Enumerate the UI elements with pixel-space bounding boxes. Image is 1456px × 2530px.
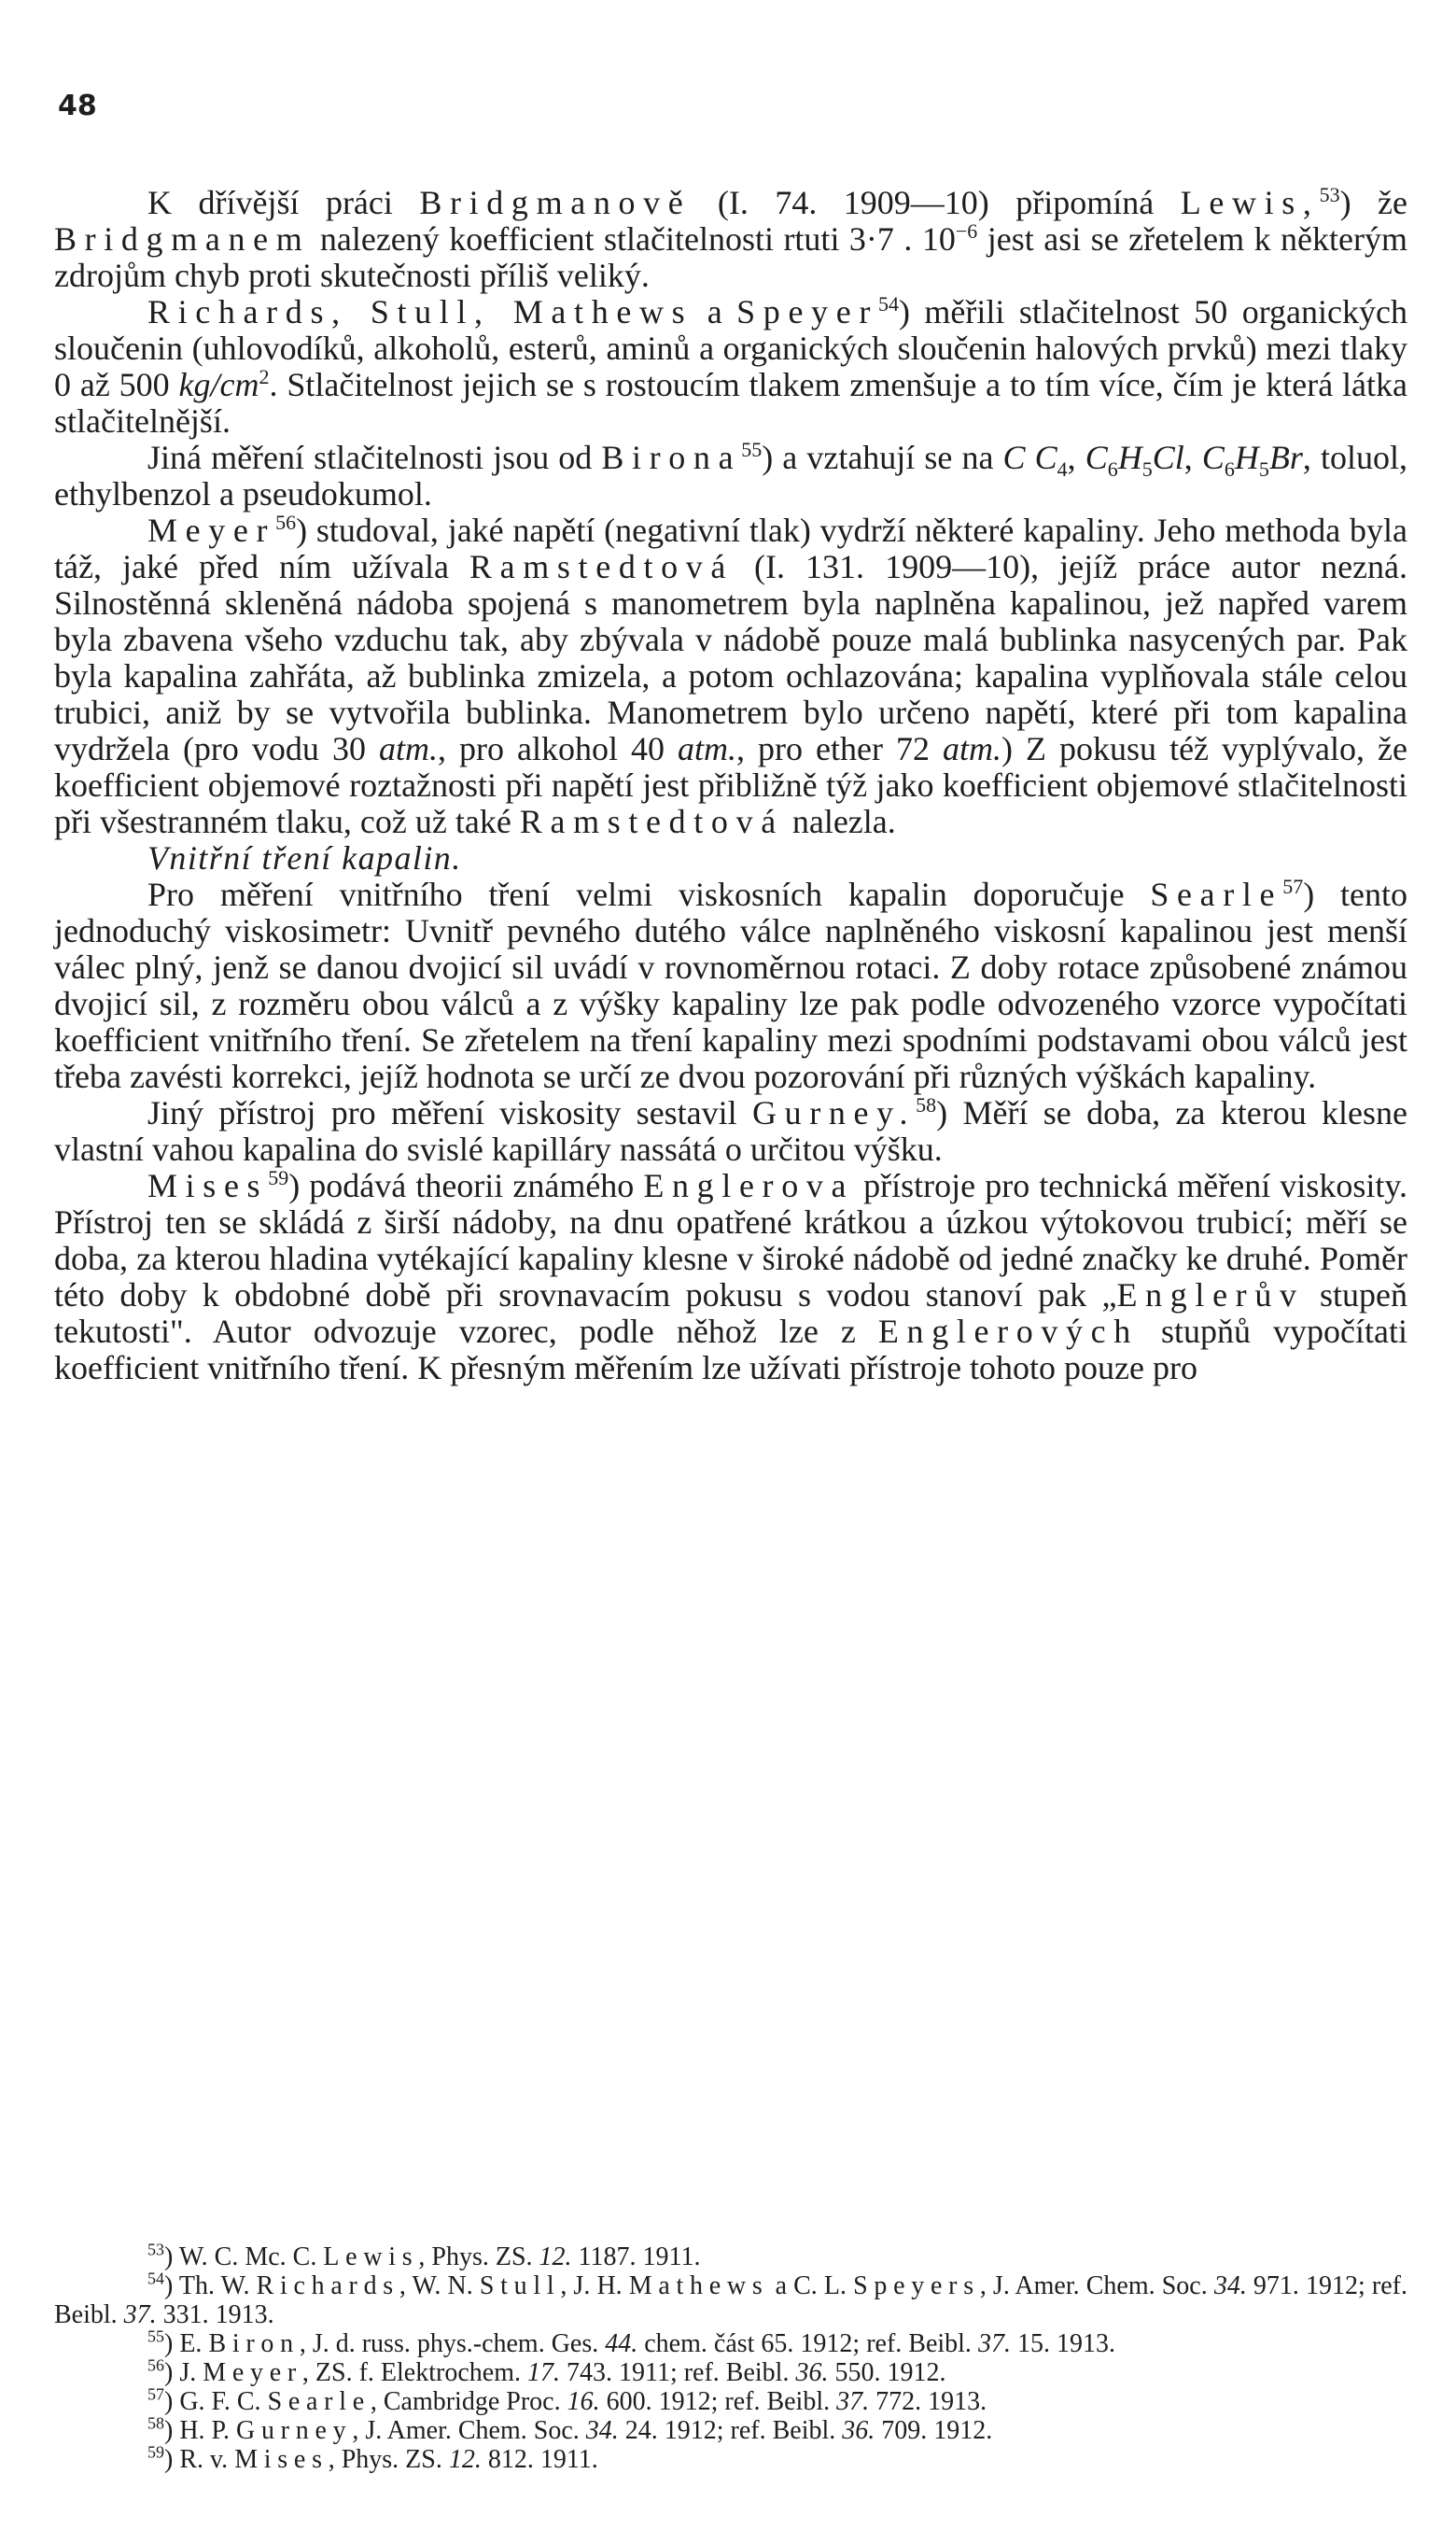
- text-run: ,: [1183, 439, 1202, 476]
- text-run: stupňů vypočítati koefficient vnitřního tření. K přesným měřením lze užívati přístroje tohoto pouze pro: [54, 1313, 1407, 1386]
- text-run: ) že: [1339, 184, 1407, 221]
- page-number: 48: [58, 90, 97, 122]
- text-run: , Cambridge Proc.: [370, 2387, 567, 2416]
- exponent: 2: [259, 365, 270, 388]
- text-run: nalezla.: [783, 803, 896, 840]
- author-name: Lewis: [323, 2242, 419, 2271]
- footnote-ref: 54: [877, 292, 899, 316]
- volume: 12.: [539, 2242, 572, 2271]
- author-name: Englerových: [877, 1313, 1139, 1350]
- text-run: ) tento jednoduchý viskosimetr: Uvnitř pevného dutého válce naplněného viskosní kapalinou jest menší válec plný, jenž se danou dvojicí sil uvádí v rovnoměrnou rotaci. Z doby rotace způsobené známou dvojicí sil, z rozměru obou válců a z výšky kapaliny lze pak podle odvozeného vzorce vypočítati koefficient vnitřního tření. Se zřetelem na tření kapaliny mezi spodními podstavami obou válců jest třeba zavésti korrekci, jejíž hodnota se určí ze dvou pozorování při různých výškách kapaliny.: [54, 876, 1407, 1095]
- unit: kg/cm: [178, 366, 259, 403]
- text-run: ) a vztahují se na: [762, 439, 1003, 476]
- chemical-formula: H: [1234, 439, 1259, 476]
- subscript: 5: [1258, 457, 1269, 482]
- author-name: Richards, Stull, Mathews: [147, 293, 693, 330]
- section-heading: Vnitřní tření kapalin.: [147, 839, 462, 877]
- text-run: K dřívější práci: [147, 184, 420, 221]
- text-run: 600. 1912; ref. Beibl.: [599, 2387, 837, 2416]
- text-run: Jiná měření stlačitelnosti jsou od: [147, 439, 602, 476]
- text-run: 24. 1912; ref. Beibl.: [618, 2416, 843, 2445]
- subscript: 4: [1057, 457, 1068, 482]
- text-run: , J. d. russ. phys.-chem. Ges.: [299, 2329, 606, 2358]
- text-run: ,: [1067, 439, 1085, 476]
- text-run: nalezený koefficient stlačitelnosti rtuti 3·7 . 10: [310, 220, 956, 258]
- text-run: ) G. F. C.: [164, 2387, 268, 2416]
- text-run: ) měřili stlačitelnost 50 organických sloučenin (uhlovodíků, alkoholů, esterů, aminů a organických sloučenin halových prvků) mezi tlaky 0 až 500: [54, 293, 1407, 403]
- chemical-formula: Cl: [1152, 439, 1184, 476]
- footnote: [54, 2442, 1407, 2474]
- author-name: Lewis,: [1180, 184, 1320, 221]
- paragraph: [54, 877, 1407, 1095]
- footnote-ref: 56: [275, 511, 297, 534]
- volume: 37.: [977, 2329, 1011, 2358]
- paragraph: [54, 294, 1407, 440]
- footnote-mark: 54: [147, 2269, 164, 2288]
- footnote: [54, 2384, 1407, 2416]
- subscript: 6: [1107, 457, 1118, 482]
- footnote-mark: 56: [147, 2355, 164, 2375]
- volume: 36.: [842, 2416, 875, 2445]
- unit: atm.: [678, 730, 737, 767]
- text-run: ) W. C. Mc. C.: [164, 2242, 324, 2271]
- author-name: Birona: [601, 439, 742, 476]
- text-run: jest asi se zřetelem k některým zdrojům chyb proti skutečnosti příliš veliký.: [54, 220, 1408, 294]
- footnote-mark: 53: [147, 2240, 164, 2259]
- author-name: Mises: [234, 2445, 329, 2474]
- article-body: [54, 185, 1407, 1386]
- footnote-ref: 55: [741, 438, 763, 461]
- text-run: Pro měření vnitřního tření velmi viskosních kapalin doporučuje: [147, 876, 1151, 913]
- text-run: , Phys. ZS.: [328, 2445, 449, 2474]
- author-name: Stull: [479, 2271, 561, 2300]
- exponent: −6: [955, 219, 978, 243]
- author-name: Mathews: [628, 2271, 769, 2300]
- paragraph: [54, 440, 1407, 513]
- author-name: Richards: [256, 2271, 399, 2300]
- footnote-ref: 59: [268, 1166, 289, 1189]
- text-run: 550. 1912.: [828, 2358, 946, 2387]
- text-run: , toluol, ethylbenzol a pseudokumol.: [54, 439, 1408, 513]
- text-run: , J. H.: [560, 2271, 629, 2300]
- text-run: Jiný přístroj pro měření viskosity sestavil: [147, 1094, 753, 1131]
- chemical-formula: H: [1117, 439, 1142, 476]
- text-run: a: [693, 293, 737, 330]
- author-name: Gurney.: [752, 1094, 917, 1131]
- text-run: 772. 1913.: [869, 2387, 987, 2416]
- author-name: Searle: [1150, 876, 1283, 913]
- footnote-mark: 59: [147, 2442, 164, 2462]
- footnote-mark: 55: [147, 2326, 164, 2346]
- paragraph: [54, 1095, 1407, 1168]
- author-name: Biron: [208, 2329, 300, 2358]
- unit: atm.: [378, 730, 438, 767]
- text-run: , pro alkohol 40: [437, 730, 679, 767]
- text-run: stupeň tekutosti". Autor odvozuje vzorec, podle něhož lze z: [54, 1276, 1407, 1350]
- text-run: ) E.: [164, 2329, 209, 2358]
- paragraph: [54, 1168, 1407, 1386]
- author-name: Ramstedtová: [519, 803, 784, 840]
- text-run: . Stlačitelnost jejich se s rostoucím tlakem zmenšuje a to tím více, čím je která látka stlačitelnější.: [54, 366, 1407, 440]
- text-run: ) podává theorii známého: [288, 1167, 644, 1204]
- text-run: a C. L.: [768, 2271, 854, 2300]
- volume: 34.: [585, 2416, 619, 2445]
- text-run: 971. 1912; ref. Beibl.: [54, 2271, 1407, 2329]
- footnote: [54, 2271, 1407, 2329]
- text-run: ) J.: [164, 2358, 203, 2387]
- unit: atm.: [943, 730, 1002, 767]
- text-run: , Phys. ZS.: [418, 2242, 539, 2271]
- text-run: 1187. 1911.: [571, 2242, 701, 2271]
- text-run: přístroje pro technická měření viskosity. Přístroj ten se skládá z širší nádoby, na dnu opatřené krátkou a úzkou výtokovou trubicí; měří se doba, za kterou hladina vytékající kapaliny klesne v široké nádobě od jedné značky ke druhé. Poměr této doby k obdobné době při srovnavacím pokusu s vodou stanoví pak „: [54, 1167, 1407, 1314]
- text-run: 812. 1911.: [481, 2445, 598, 2474]
- volume: 36.: [795, 2358, 829, 2387]
- text-run: (I. 74. 1909—10) připomíná: [691, 184, 1181, 221]
- author-name: Meyer: [203, 2358, 302, 2387]
- author-name: Meyer: [147, 512, 276, 549]
- paragraph: [54, 185, 1407, 294]
- text-run: ) H. P.: [164, 2416, 237, 2445]
- text-run: 331. 1913.: [156, 2300, 274, 2329]
- volume: 16.: [567, 2387, 600, 2416]
- text-run: ) Z pokusu též vyplývalo, že koefficient objemové roztažnosti při napětí jest přibližně týž jako koefficient objemové stlačitelnosti při všestranném tlaku, což už také: [54, 730, 1408, 840]
- text-run: (I. 131. 1909—10), jejíž práce autor nezná. Silnostěnná skleněná nádoba spojená s manometrem byla naplněna kapalinou, jež napřed varem byla zbavena všeho vzduchu tak, aby zbývala v nádobě pouze malá bublinka nasycených par. Pak byla kapalina zahřáta, až bublinka zmizela, a potom ochlazována; kapalina vyplňovala stále celou trubici, aniž by se vytvořila bublinka. Manometrem bylo určeno napětí, které při tom kapalina vydržela (pro vodu 30: [54, 548, 1407, 767]
- volume: 17.: [526, 2358, 560, 2387]
- footnote: [54, 2242, 1407, 2271]
- volume: 37.: [123, 2300, 157, 2329]
- author-name: Ramstedtová: [469, 548, 735, 585]
- footnote: [54, 2413, 1407, 2445]
- footnote-ref: 57: [1282, 875, 1304, 898]
- text-run: 15. 1913.: [1010, 2329, 1115, 2358]
- footnote-ref: 53: [1319, 183, 1340, 206]
- text-run: , pro ether 72: [736, 730, 944, 767]
- footnote-ref: 58: [916, 1093, 937, 1117]
- volume: 37.: [836, 2387, 870, 2416]
- author-name: Speyers: [853, 2271, 980, 2300]
- text-run: 709. 1912.: [875, 2416, 993, 2445]
- author-name: Searle: [267, 2387, 371, 2416]
- author-name: Englerův: [1116, 1276, 1305, 1314]
- text-run: 743. 1911; ref. Beibl.: [559, 2358, 796, 2387]
- author-name: Bridgmanem: [54, 220, 311, 258]
- text-run: , ZS. f. Elektrochem.: [301, 2358, 527, 2387]
- volume: 34.: [1213, 2271, 1247, 2300]
- paragraph: [54, 513, 1407, 840]
- text-run: , J. Amer. Chem. Soc.: [352, 2416, 586, 2445]
- author-name: Englerova: [643, 1167, 855, 1204]
- footnote: [54, 2326, 1407, 2358]
- footnote-mark: 57: [147, 2384, 164, 2404]
- text-run: ) R. v.: [164, 2445, 235, 2474]
- chemical-formula: C: [1085, 439, 1108, 476]
- text-run: , W. N.: [399, 2271, 480, 2300]
- text-run: , J. Amer. Chem. Soc.: [979, 2271, 1214, 2300]
- volume: 12.: [448, 2445, 482, 2474]
- author-name: Gurney: [236, 2416, 353, 2445]
- text-run: ) Th. W.: [164, 2271, 257, 2300]
- author-name: Bridgmanově: [419, 184, 692, 221]
- author-name: Mises: [147, 1167, 269, 1204]
- footnote-mark: 58: [147, 2413, 164, 2433]
- volume: 44.: [605, 2329, 638, 2358]
- text-run: chem. část 65. 1912; ref. Beibl.: [637, 2329, 978, 2358]
- chemical-formula: C C: [1002, 439, 1057, 476]
- subscript: 6: [1224, 457, 1235, 482]
- chemical-formula: Br: [1268, 439, 1303, 476]
- text-run: ) studoval, jaké napětí (negativní tlak) vydrží některé kapaliny. Jeho methoda byla táž, jaké před ním užívala: [54, 512, 1407, 585]
- author-name: Speyer: [736, 293, 878, 330]
- text-run: ) Měří se doba, za kterou klesne vlastní vahou kapalina do svislé kapilláry nassátá o určitou výšku.: [54, 1094, 1408, 1168]
- chemical-formula: C: [1201, 439, 1225, 476]
- footnote: [54, 2355, 1407, 2387]
- subscript: 5: [1141, 457, 1153, 482]
- footnotes: [54, 2242, 1407, 2474]
